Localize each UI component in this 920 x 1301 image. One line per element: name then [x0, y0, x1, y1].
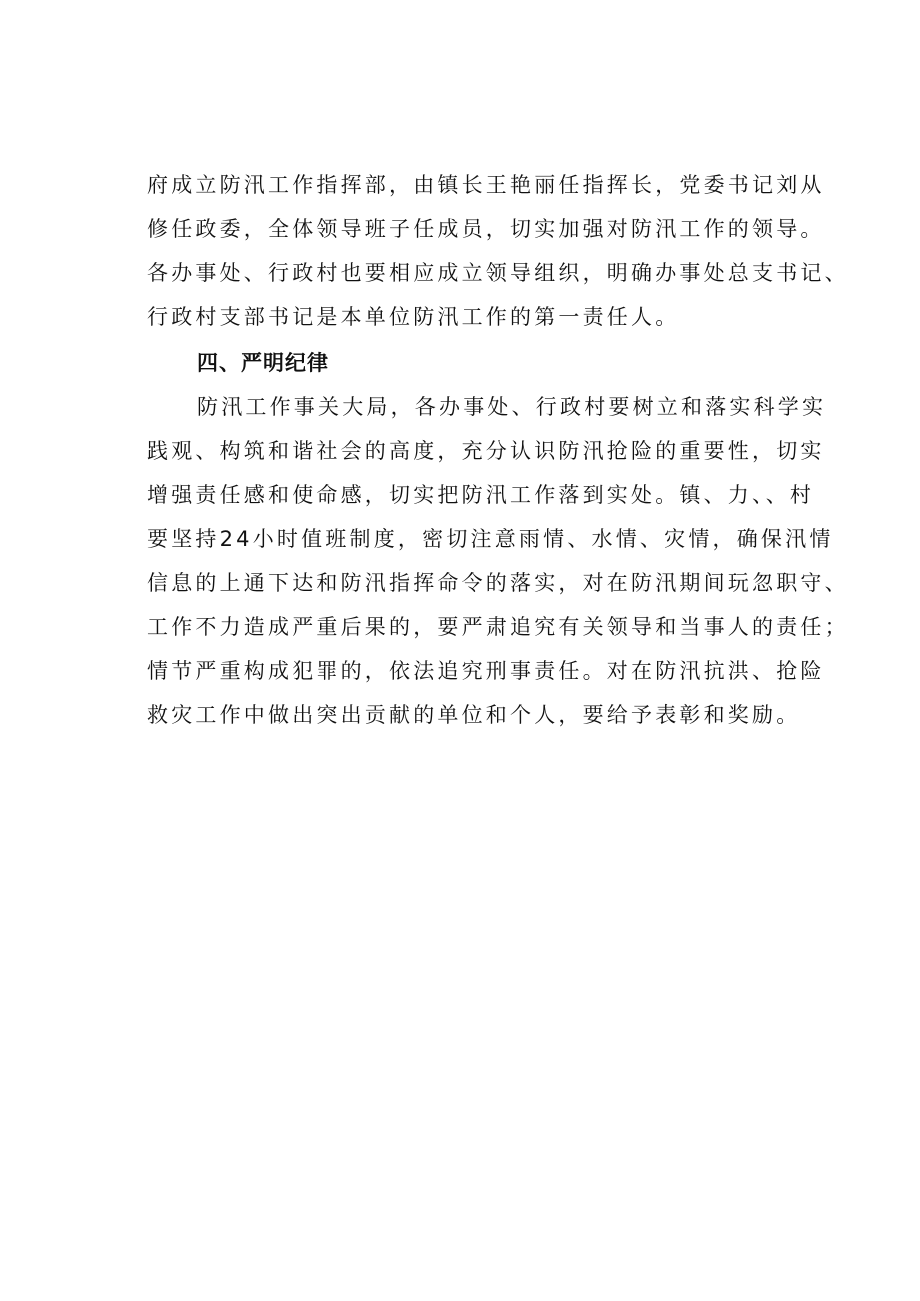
text-line: 要坚持24小时值班制度，密切注意雨情、水情、灾情，确保汛情 — [147, 527, 834, 551]
document-body — [147, 163, 849, 737]
text-line: 各办事处、行政村也要相应成立领导组织，明确办事处总支书记、 — [147, 261, 849, 285]
text-line: 信息的上通下达和防汛指挥命令的落实，对在防汛期间玩忽职守、 — [147, 571, 849, 595]
text-line: 府成立防汛工作指挥部，由镇长王艳丽任指挥长，党委书记刘从 — [147, 173, 825, 197]
paragraph-discipline — [147, 385, 849, 737]
text-line: 践观、构筑和谐社会的高度，充分认识防汛抢险的重要性，切实 — [147, 439, 825, 463]
text-line: 增强责任感和使命感，切实把防汛工作落到实处。镇、力、、村 — [147, 483, 815, 507]
text-line: 工作不力造成严重后果的，要严肃追究有关领导和当事人的责任； — [147, 615, 849, 639]
text-line: 救灾工作中做出突出贡献的单位和个人，要给予表彰和奖励。 — [147, 703, 801, 727]
section-heading: 四、严明纪律 — [197, 351, 329, 375]
paragraph-leadership — [147, 163, 849, 339]
text-line: 情节严重构成犯罪的，依法追究刑事责任。对在防汛抗洪、抢险 — [147, 659, 825, 683]
text-line: 修任政委，全体领导班子任成员，切实加强对防汛工作的领导。 — [147, 217, 825, 241]
text-line: 行政村支部书记是本单位防汛工作的第一责任人。 — [147, 305, 680, 329]
text-line: 防汛工作事关大局，各办事处、行政村要树立和落实科学实 — [197, 395, 827, 419]
